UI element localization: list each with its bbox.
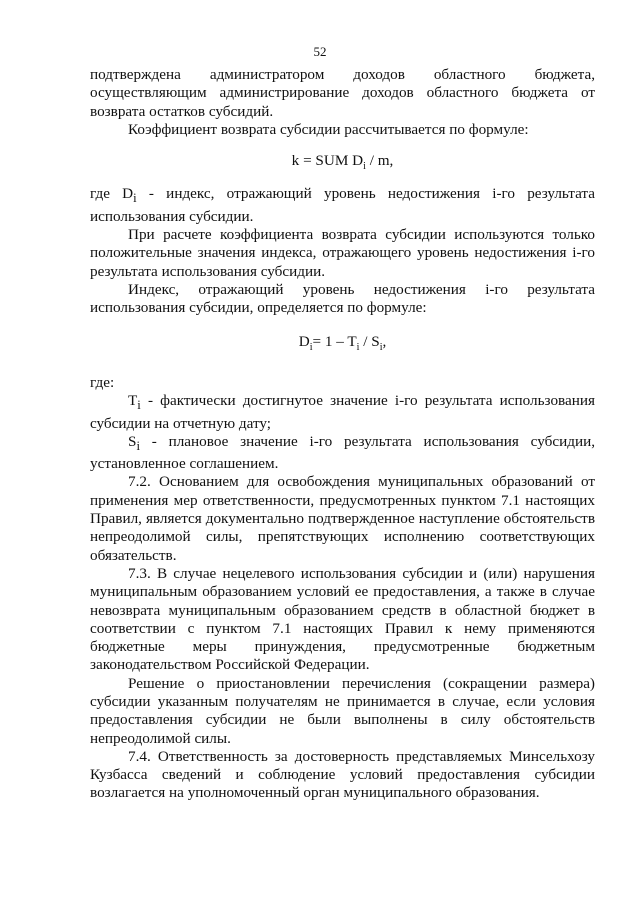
formula-coefficient-prefix: k = SUM D [291,152,364,170]
page-number: 52 [313,44,327,59]
formula-coefficient [90,152,595,173]
formula-coefficient-subscript: i [363,161,366,173]
index-definition-suffix: - индекс, отражающий уровень недостижения i-го результата использования субсидии. [90,185,595,225]
paragraph-clause-7-2: 7.2. Основанием для освобождения муниципальных образований от применения мер ответственности, предусмотренных пунктом 7.1 настоящих Правил, является документально подтвержденное наступление обстоятельств непреодолимой силы, препятствующих исполнению соответствующих обязательств. [90,473,595,564]
paragraph-clause-7-3: 7.3. В случае нецелевого использования субсидии и (или) нарушения муниципальным образованием условий ее предоставления, а также в случае невозврата муниципальным образованием средств в областной бюджет в соответствии с пунктом 7.1 настоящих Правил к нему применяются бюджетные меры принуждения, предусмотренные бюджетным законодательством Российской Федерации. [90,564,595,674]
formula-index-d: D [298,332,310,350]
formula-coefficient-suffix: / m, [365,152,394,170]
s-definition-subscript: i [136,438,140,453]
formula-index-s-subscript: i [379,341,383,353]
formula-index-mid: = 1 – T [312,332,357,350]
formula-index-slash: / S [359,332,380,350]
s-definition-suffix: - плановое значение i-го результата использования субсидии, установленное соглашением. [90,432,595,473]
paragraph-t-definition [90,392,595,433]
t-definition-subscript: i [137,398,141,413]
t-definition-letter: T [128,392,138,410]
formula-index-end: , [382,332,387,350]
formula-index-t-subscript: i [356,341,360,353]
paragraph-suspension-decision: Решение о приостановлении перечисления (сокращении размера) субсидии указанным получателям не принимается в случае, если условия предоставления субсидии не были выполнены в силу обстоятельств непреодолимой силы. [90,674,595,747]
index-definition-subscript: i [133,191,137,206]
paragraph-index-definition [90,185,595,226]
index-definition-prefix: где D [90,185,134,203]
document-body [90,66,595,803]
paragraph-index-formula-intro: Индекс, отражающий уровень недостижения i-го результата использования субсидии, определяется по формуле: [90,281,595,317]
paragraph-formula-intro: Коэффициент возврата субсидии рассчитывается по формуле: [128,120,529,138]
paragraph-clause-7-4: 7.4. Ответственность за достоверность представляемых Минсельхозу Кузбасса сведений и соблюдение условий предоставления субсидии возлагается на уполномоченный орган муниципального образования. [90,747,595,802]
formula-index-d-subscript: i [309,341,313,353]
formula-index [90,333,595,351]
paragraph-where: где: [90,373,115,391]
s-definition-letter: S [128,432,137,450]
t-definition-suffix: - фактически достигнутое значение i-го результата использования субсидии на отчетную дату; [90,392,595,432]
paragraph-positive-values: При расчете коэффициента возврата субсидии используются только положительные значения индекса, отражающего уровень недостижения i-го результата использования субсидии. [90,226,595,280]
paragraph-s-definition [90,433,595,474]
paragraph-continuation: подтверждена администратором доходов областного бюджета, осуществляющим администрирование доходов областного бюджета от возврата остатков субсидий. [90,66,595,120]
